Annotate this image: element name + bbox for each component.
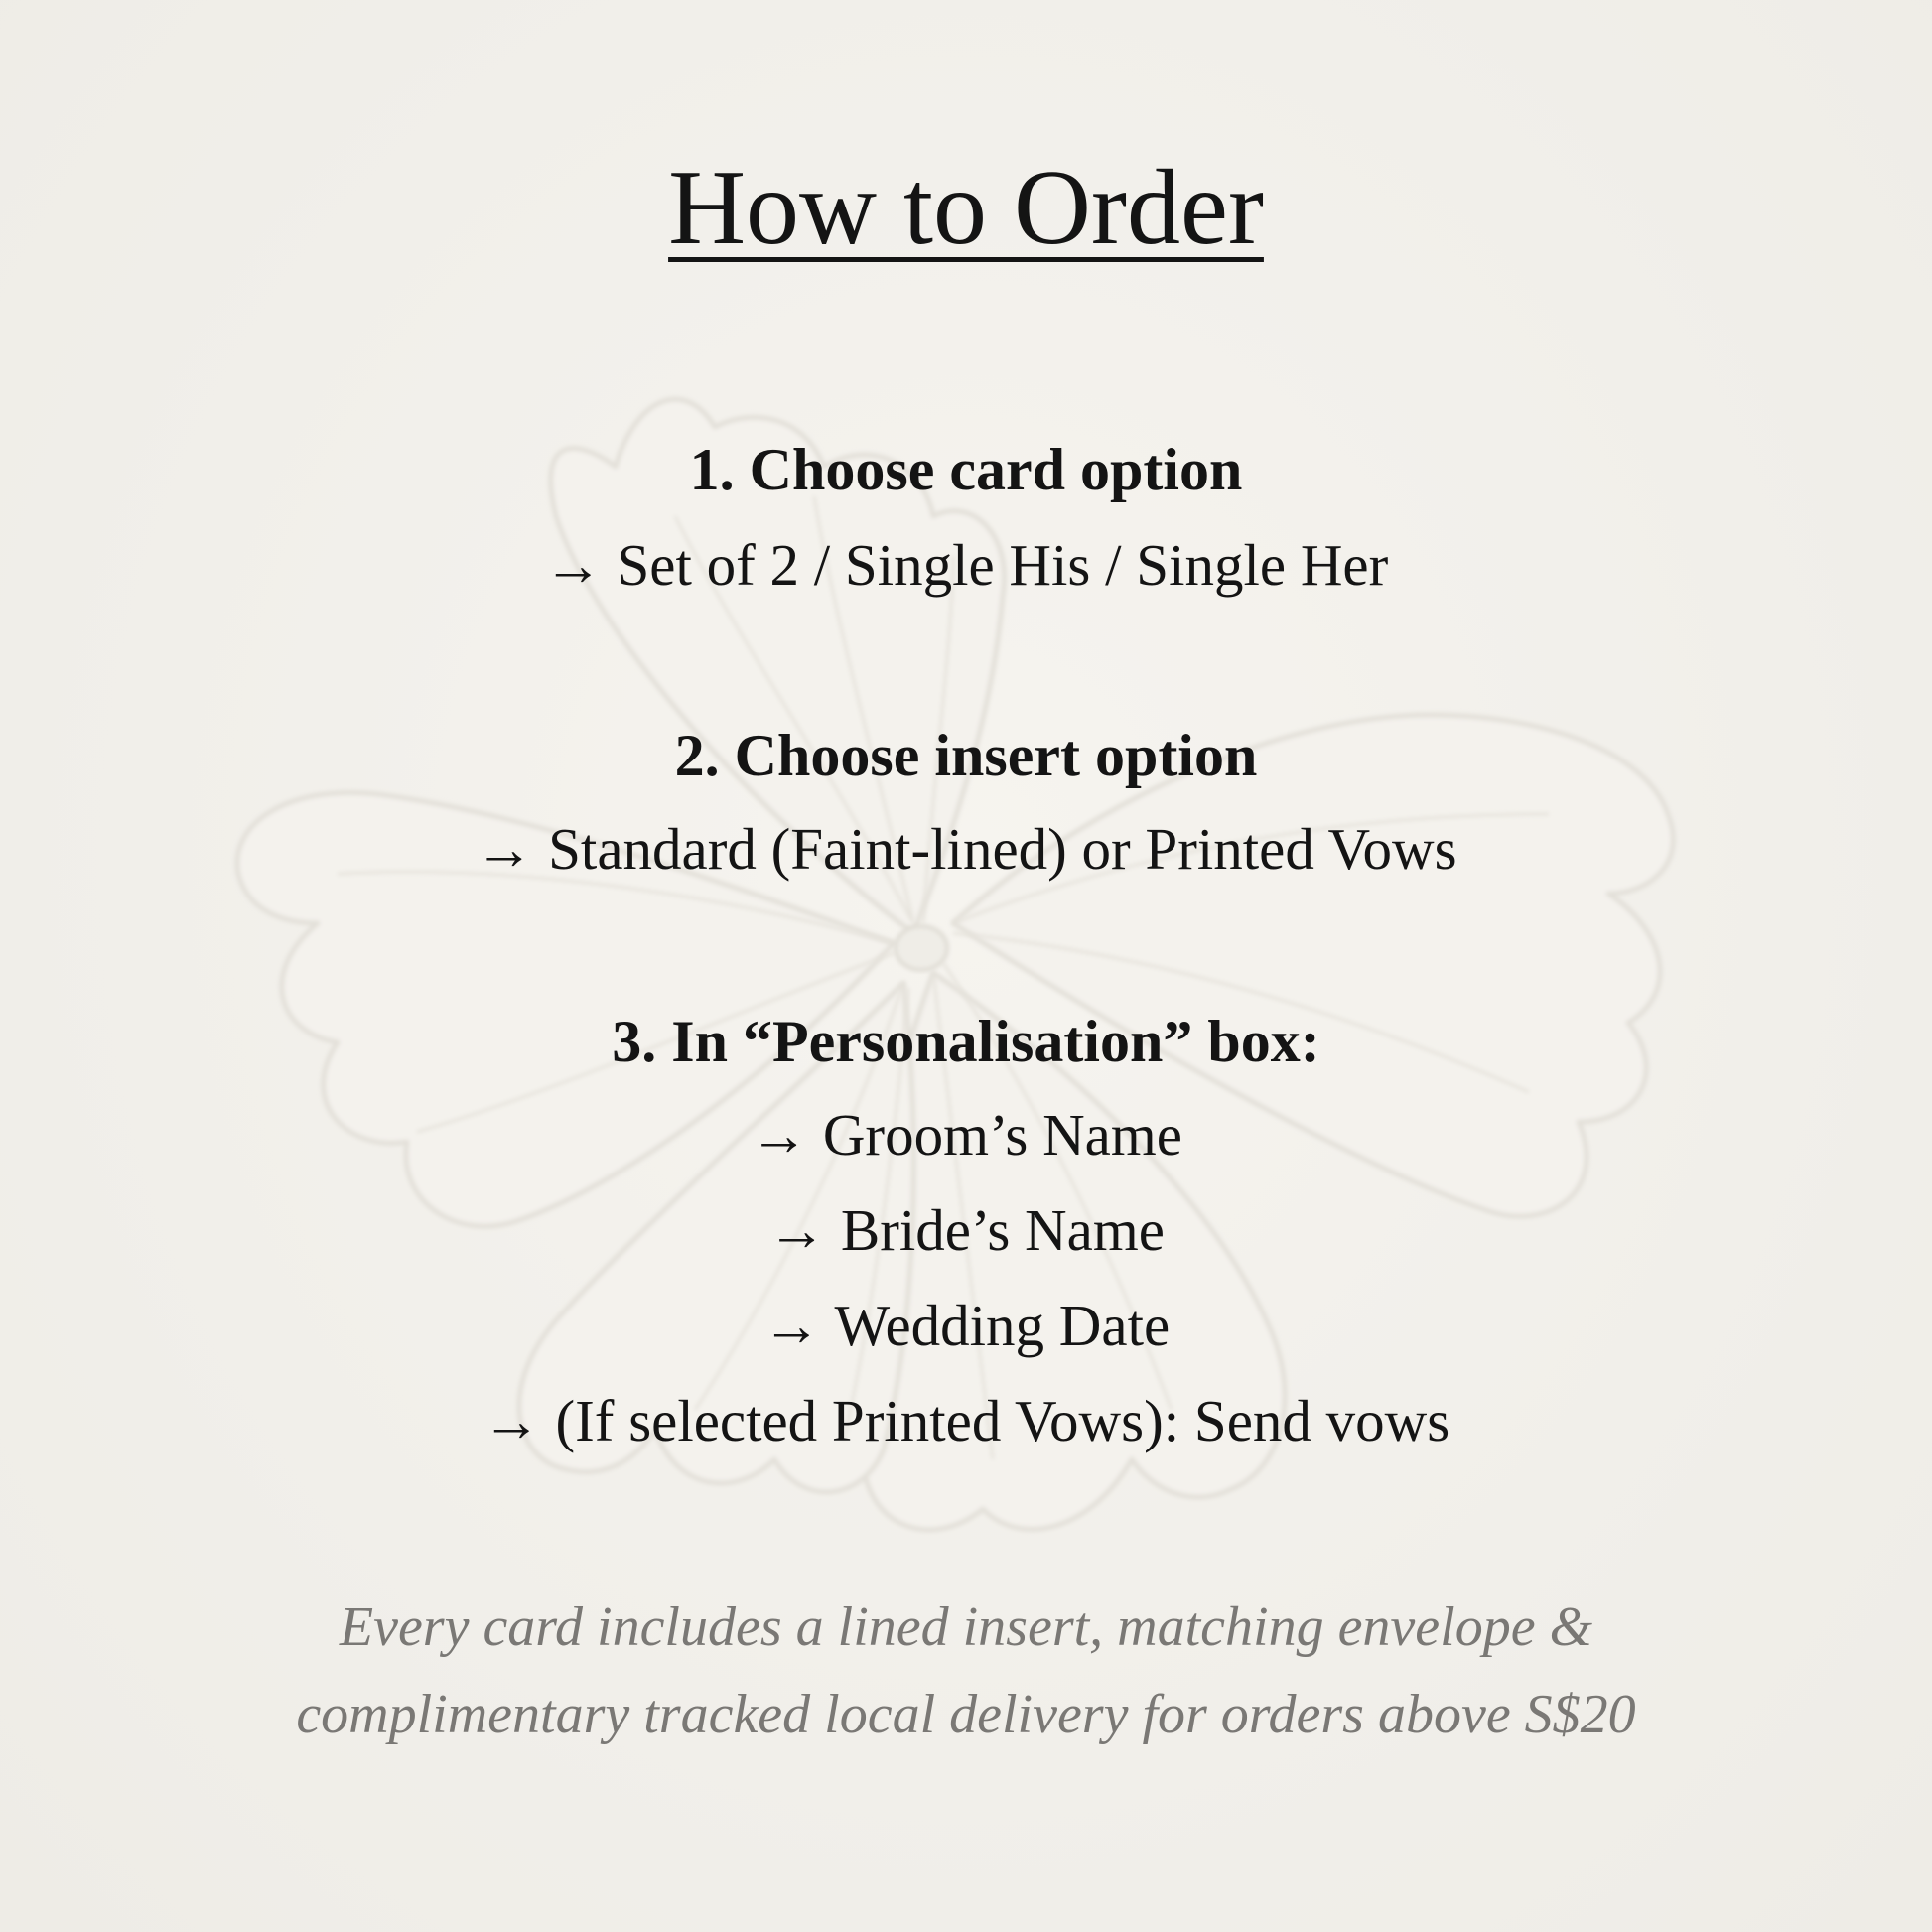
- step-3-bride-name-line: → Bride’s Name: [767, 1197, 1165, 1263]
- step-3-heading: 3. In “Personalisation” box:: [612, 1009, 1320, 1074]
- step-1-option-line: → Set of 2 / Single His / Single Her: [543, 532, 1389, 598]
- page-title-text: How to Order: [668, 149, 1264, 267]
- footer-note-line-2: complimentary tracked local delivery for orders above S$20: [296, 1684, 1636, 1745]
- footer-note-line-1: Every card includes a lined insert, matching envelope &: [339, 1596, 1593, 1658]
- step-3-groom-name-line: → Groom’s Name: [750, 1102, 1182, 1168]
- step-2-heading: 2. Choose insert option: [674, 723, 1258, 788]
- step-2-option-line: → Standard (Faint-lined) or Printed Vows: [475, 816, 1457, 882]
- page-title: [0, 149, 1932, 268]
- step-3-wedding-date-line: → Wedding Date: [761, 1293, 1171, 1358]
- step-1-heading: 1. Choose card option: [689, 437, 1243, 502]
- step-3-printed-vows-line: → (If selected Printed Vows): Send vows: [482, 1388, 1450, 1453]
